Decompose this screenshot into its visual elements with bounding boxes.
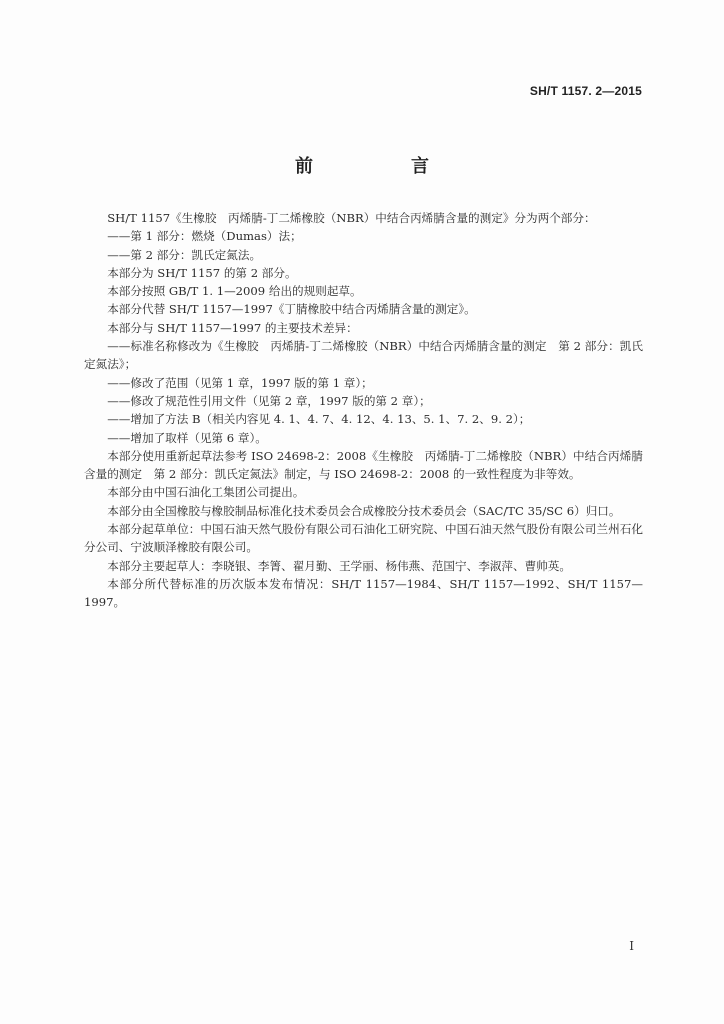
paragraph-part-statement: 本部分为 SH/T 1157 的第 2 部分。 — [107, 265, 297, 280]
list-item-part-1: ——第 1 部分：燃烧（Dumas）法； — [107, 229, 302, 244]
paragraph-intro: SH/T 1157《生橡胶 丙烯腈-丁二烯橡胶（NBR）中结合丙烯腈含量的测定》分为两个部分： — [107, 211, 596, 225]
list-item-title-change: ——标准名称修改为《生橡胶 丙烯腈-丁二烯橡胶（NBR）中结合丙烯腈含量的测定 第 2 部分：凯氏定氮法》； — [84, 339, 643, 372]
list-item-sampling: ——增加了取样（见第 6 章）。 — [107, 430, 267, 445]
list-item-references-change: ——修改了规范性引用文件（见第 2 章，1997 版的第 2 章）； — [107, 393, 431, 408]
paragraph-iso-reference: 本部分使用重新起草法参考 ISO 24698-2：2008《生橡胶 丙烯腈-丁二烯橡胶（NBR）中结合丙烯腈含量的测定 第 2 部分：凯氏定氮法》制定，与 ISO 24698-2：2008 的一致性程度为非等效。 — [84, 448, 643, 482]
list-item-scope-change: ——修改了范围（见第 1 章，1997 版的第 1 章）； — [107, 375, 373, 390]
paragraph-drafting-rules: 本部分按照 GB/T 1. 1—2009 给出的规则起草。 — [107, 284, 362, 299]
paragraph-proposed-by: 本部分由中国石油化工集团公司提出。 — [107, 485, 305, 500]
paragraph-drafters: 本部分主要起草人：李晓银、李箐、翟月勤、王学丽、杨伟燕、范国宁、李淑萍、曹帅英。 — [107, 558, 571, 573]
paragraph-differences-heading: 本部分与 SH/T 1157—1997 的主要技术差异： — [107, 320, 358, 335]
standard-code: SH/T 1157. 2—2015 — [529, 84, 642, 98]
paragraph-replaces: 本部分代替 SH/T 1157—1997《丁腈橡胶中结合丙烯腈含量的测定》。 — [107, 302, 476, 317]
paragraph-drafting-units: 本部分起草单位：中国石油天然气股份有限公司石油化工研究院、中国石油天然气股份有限公司兰州石化分公司、宁波顺泽橡胶有限公司。 — [84, 522, 643, 555]
page-number: I — [629, 939, 634, 953]
list-item-method-b: ——增加了方法 B（相关内容见 4. 1、4. 7、4. 12、4. 13、5. 1、7. 2、9. 2）； — [107, 412, 531, 427]
paragraph-previous-editions: 本部分所代替标准的历次版本发布情况：SH/T 1157—1984、SH/T 1157—1992、SH/T 1157—1997。 — [84, 576, 643, 610]
foreword-body — [84, 209, 643, 612]
list-item-part-2: ——第 2 部分：凯氏定氮法。 — [107, 247, 262, 262]
page-title: 前 言 — [295, 156, 469, 177]
paragraph-technical-committee: 本部分由全国橡胶与橡胶制品标准化技术委员会合成橡胶分技术委员会（SAC/TC 35/SC 6）归口。 — [107, 503, 621, 518]
